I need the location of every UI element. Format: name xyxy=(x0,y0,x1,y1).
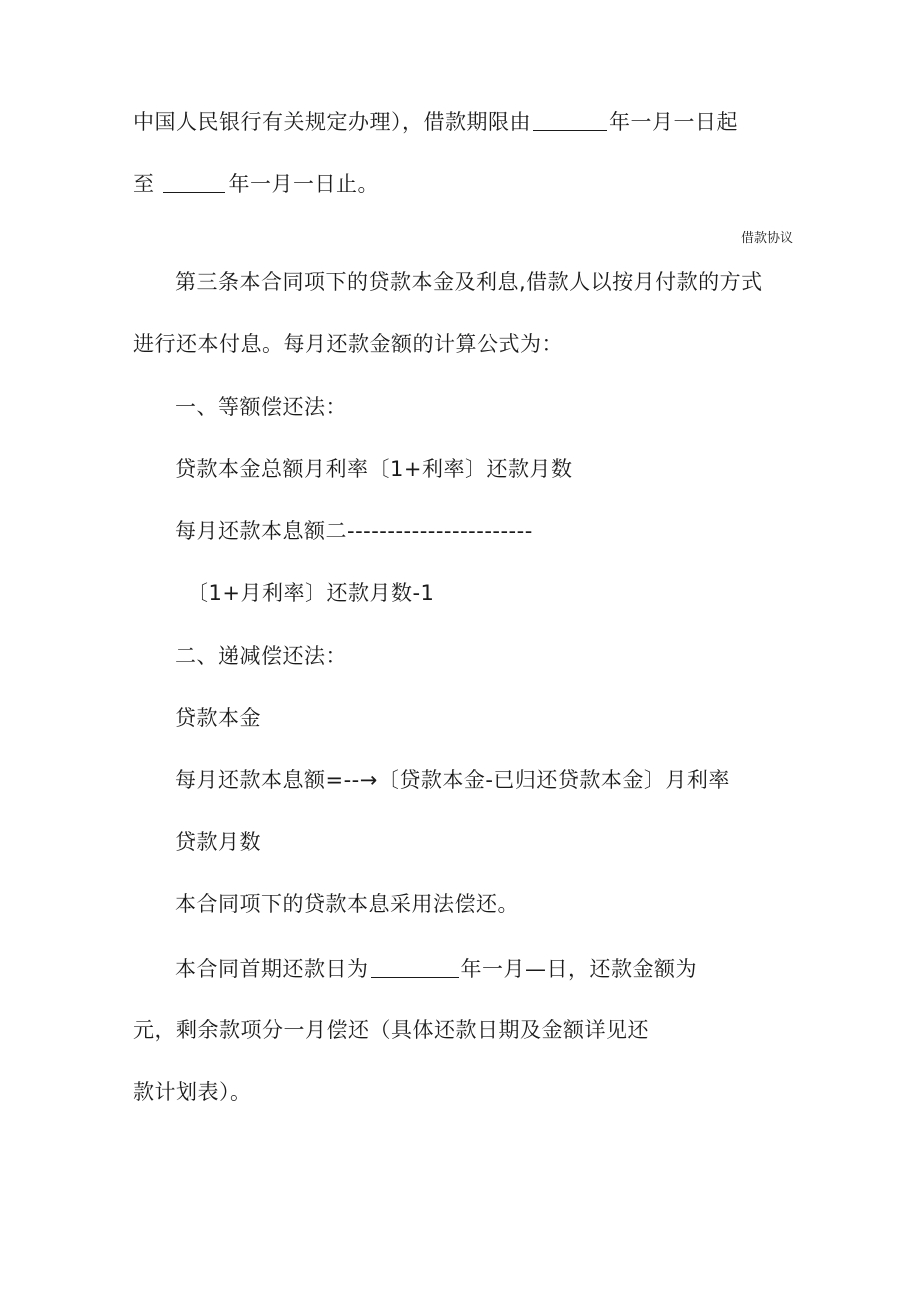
formula-top: 贷款本金 xyxy=(175,706,261,730)
blank-field-end-year[interactable] xyxy=(163,172,225,193)
formula-main: 每月还款本息额=--→〔贷款本金-已归还贷款本金〕月利率 xyxy=(175,768,730,792)
paragraph-line-repayment-schedule: 款计划表）。 xyxy=(133,1080,252,1104)
formula-denominator: 〔1+月利率〕还款月数-1 xyxy=(187,581,435,605)
blank-field-start-year[interactable] xyxy=(533,110,607,131)
formula-fraction-line: 每月还款本息额二----------------------- xyxy=(175,519,533,543)
text-span: 年一月一日止。 xyxy=(228,172,379,196)
paragraph-line-repayment-method: 本合同项下的贷款本息采用法偿还。 xyxy=(175,892,519,916)
section-heading-decreasing-repayment: 二、递减偿还法： xyxy=(175,644,347,668)
blank-field-first-repayment-year[interactable] xyxy=(371,957,459,978)
paragraph-line-remaining-repayment: 元，剩余款项分一月偿还（具体还款日期及金额详见还 xyxy=(133,1018,649,1042)
paragraph-line-term-end xyxy=(133,170,379,198)
header-label: 借款协议 xyxy=(741,231,794,246)
text-span: 年一月—日，还款金额为 xyxy=(460,957,697,981)
paragraph-line-article-three: 第三条本合同项下的贷款本金及利息,借款人以按月付款的方式 xyxy=(175,270,763,294)
formula-numerator: 贷款本金总额月利率〔1+利率〕还款月数 xyxy=(175,457,573,481)
paragraph-line-repayment-formula-intro: 进行还本付息。每月还款金额的计算公式为： xyxy=(133,332,563,356)
formula-bottom: 贷款月数 xyxy=(175,830,261,854)
paragraph-line-first-repayment xyxy=(175,955,697,983)
section-heading-equal-repayment: 一、等额偿还法： xyxy=(175,395,347,419)
text-span: 至 xyxy=(133,172,155,196)
text-span: 中国人民银行有关规定办理），借款期限由 xyxy=(133,110,531,134)
text-span: 本合同首期还款日为 xyxy=(175,957,369,981)
text-span: 年一月一日起 xyxy=(609,110,738,134)
paragraph-line-loan-term xyxy=(133,108,738,136)
